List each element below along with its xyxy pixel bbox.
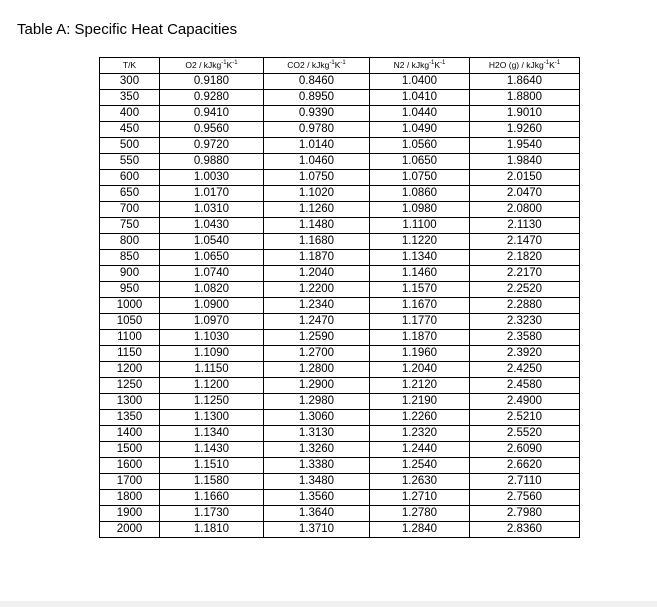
header-temperature: T/K xyxy=(100,58,160,74)
cell-o2: 1.1660 xyxy=(160,490,264,506)
cell-h2o: 2.0150 xyxy=(470,170,580,186)
cell-h2o: 2.4580 xyxy=(470,378,580,394)
cell-temperature: 1600 xyxy=(100,458,160,474)
cell-o2: 1.0310 xyxy=(160,202,264,218)
table-body xyxy=(100,74,580,538)
header-h2o-label: H2O (g) xyxy=(488,60,520,70)
bottom-strip xyxy=(0,601,657,607)
cell-h2o: 2.0470 xyxy=(470,186,580,202)
cell-co2: 1.3640 xyxy=(264,506,370,522)
specific-heat-table xyxy=(99,57,580,538)
header-unit-exp: -1 xyxy=(440,60,446,66)
cell-o2: 1.1340 xyxy=(160,426,264,442)
header-unit-exp: -1 xyxy=(329,60,335,66)
cell-temperature: 450 xyxy=(100,122,160,138)
cell-n2: 1.2840 xyxy=(370,522,470,538)
cell-temperature: 1700 xyxy=(100,474,160,490)
table-row xyxy=(100,330,580,346)
cell-co2: 1.2040 xyxy=(264,266,370,282)
cell-h2o: 2.1470 xyxy=(470,234,580,250)
cell-temperature: 1400 xyxy=(100,426,160,442)
table-row xyxy=(100,426,580,442)
cell-h2o: 1.8640 xyxy=(470,74,580,90)
table-row xyxy=(100,106,580,122)
cell-temperature: 1050 xyxy=(100,314,160,330)
cell-o2: 1.1250 xyxy=(160,394,264,410)
header-unit-k: K xyxy=(334,60,341,70)
cell-h2o: 2.3580 xyxy=(470,330,580,346)
table-row xyxy=(100,298,580,314)
cell-n2: 1.0440 xyxy=(370,106,470,122)
header-unit: / kJkg xyxy=(406,60,430,70)
cell-temperature: 750 xyxy=(100,218,160,234)
cell-o2: 0.9720 xyxy=(160,138,264,154)
cell-n2: 1.2120 xyxy=(370,378,470,394)
cell-temperature: 800 xyxy=(100,234,160,250)
cell-co2: 1.1680 xyxy=(264,234,370,250)
cell-temperature: 1300 xyxy=(100,394,160,410)
cell-n2: 1.1460 xyxy=(370,266,470,282)
header-o2-label: O2 xyxy=(185,60,197,70)
cell-co2: 1.2200 xyxy=(264,282,370,298)
cell-o2: 1.1200 xyxy=(160,378,264,394)
cell-n2: 1.2630 xyxy=(370,474,470,490)
cell-co2: 1.1870 xyxy=(264,250,370,266)
cell-h2o: 1.9260 xyxy=(470,122,580,138)
table-row xyxy=(100,474,580,490)
header-unit-exp: -1 xyxy=(543,60,550,66)
header-unit-exp: -1 xyxy=(340,60,346,66)
cell-temperature: 1000 xyxy=(100,298,160,314)
cell-o2: 1.0900 xyxy=(160,298,264,314)
cell-o2: 1.1300 xyxy=(160,410,264,426)
header-unit: / kJkg xyxy=(307,60,330,70)
table-row xyxy=(100,138,580,154)
cell-n2: 1.1100 xyxy=(370,218,470,234)
header-unit-k: K xyxy=(226,60,233,70)
header-unit-exp: -1 xyxy=(554,60,561,66)
cell-h2o: 2.1130 xyxy=(470,218,580,234)
cell-temperature: 700 xyxy=(100,202,160,218)
cell-o2: 1.1030 xyxy=(160,330,264,346)
cell-o2: 0.9560 xyxy=(160,122,264,138)
cell-n2: 1.0860 xyxy=(370,186,470,202)
cell-co2: 0.9780 xyxy=(264,122,370,138)
cell-h2o: 2.2880 xyxy=(470,298,580,314)
cell-n2: 1.2440 xyxy=(370,442,470,458)
table-row xyxy=(100,362,580,378)
cell-n2: 1.2780 xyxy=(370,506,470,522)
table-row xyxy=(100,314,580,330)
table-row xyxy=(100,90,580,106)
cell-temperature: 1900 xyxy=(100,506,160,522)
cell-o2: 1.0030 xyxy=(160,170,264,186)
cell-n2: 1.0650 xyxy=(370,154,470,170)
cell-n2: 1.1870 xyxy=(370,330,470,346)
cell-co2: 1.2590 xyxy=(264,330,370,346)
cell-n2: 1.0750 xyxy=(370,170,470,186)
cell-o2: 1.0430 xyxy=(160,218,264,234)
cell-co2: 1.2700 xyxy=(264,346,370,362)
cell-n2: 1.1960 xyxy=(370,346,470,362)
table-row xyxy=(100,250,580,266)
header-co2 xyxy=(264,58,370,74)
cell-n2: 1.1340 xyxy=(370,250,470,266)
table-row xyxy=(100,458,580,474)
cell-n2: 1.1770 xyxy=(370,314,470,330)
cell-o2: 1.0820 xyxy=(160,282,264,298)
cell-temperature: 1250 xyxy=(100,378,160,394)
cell-h2o: 1.9010 xyxy=(470,106,580,122)
cell-temperature: 950 xyxy=(100,282,160,298)
cell-o2: 1.0740 xyxy=(160,266,264,282)
cell-temperature: 1150 xyxy=(100,346,160,362)
table-row xyxy=(100,506,580,522)
cell-co2: 0.8460 xyxy=(264,74,370,90)
cell-temperature: 400 xyxy=(100,106,160,122)
cell-temperature: 1200 xyxy=(100,362,160,378)
table-row xyxy=(100,202,580,218)
cell-o2: 0.9410 xyxy=(160,106,264,122)
table-row xyxy=(100,154,580,170)
cell-temperature: 500 xyxy=(100,138,160,154)
cell-temperature: 1100 xyxy=(100,330,160,346)
header-unit-k: K xyxy=(549,60,555,70)
table-row xyxy=(100,74,580,90)
cell-temperature: 350 xyxy=(100,90,160,106)
cell-o2: 1.1430 xyxy=(160,442,264,458)
cell-n2: 1.1220 xyxy=(370,234,470,250)
cell-co2: 1.1020 xyxy=(264,186,370,202)
cell-temperature: 1800 xyxy=(100,490,160,506)
table-row xyxy=(100,442,580,458)
cell-h2o: 2.6620 xyxy=(470,458,580,474)
cell-co2: 1.2470 xyxy=(264,314,370,330)
cell-n2: 1.0410 xyxy=(370,90,470,106)
cell-h2o: 2.2170 xyxy=(470,266,580,282)
header-n2-label: N2 xyxy=(393,60,405,70)
cell-h2o: 2.2520 xyxy=(470,282,580,298)
cell-co2: 1.3380 xyxy=(264,458,370,474)
cell-co2: 1.0750 xyxy=(264,170,370,186)
cell-temperature: 850 xyxy=(100,250,160,266)
cell-n2: 1.0490 xyxy=(370,122,470,138)
cell-o2: 1.1090 xyxy=(160,346,264,362)
cell-temperature: 300 xyxy=(100,74,160,90)
cell-temperature: 900 xyxy=(100,266,160,282)
table-row xyxy=(100,410,580,426)
table-header-row xyxy=(100,58,580,74)
cell-h2o: 2.8360 xyxy=(470,522,580,538)
cell-co2: 1.1480 xyxy=(264,218,370,234)
header-unit-exp: -1 xyxy=(221,60,227,66)
page-title: Table A: Specific Heat Capacities xyxy=(17,21,238,38)
cell-co2: 1.3710 xyxy=(264,522,370,538)
cell-temperature: 600 xyxy=(100,170,160,186)
cell-co2: 0.8950 xyxy=(264,90,370,106)
cell-co2: 1.2340 xyxy=(264,298,370,314)
cell-co2: 1.3260 xyxy=(264,442,370,458)
cell-co2: 1.3060 xyxy=(264,410,370,426)
header-co2-label: CO2 xyxy=(287,60,305,70)
table-row xyxy=(100,266,580,282)
cell-h2o: 2.3230 xyxy=(470,314,580,330)
cell-h2o: 2.4900 xyxy=(470,394,580,410)
cell-n2: 1.2190 xyxy=(370,394,470,410)
cell-n2: 1.2040 xyxy=(370,362,470,378)
cell-o2: 1.1580 xyxy=(160,474,264,490)
table-row xyxy=(100,346,580,362)
table-row xyxy=(100,522,580,538)
cell-temperature: 2000 xyxy=(100,522,160,538)
table-row xyxy=(100,170,580,186)
cell-o2: 1.0540 xyxy=(160,234,264,250)
cell-o2: 1.1510 xyxy=(160,458,264,474)
cell-co2: 1.1260 xyxy=(264,202,370,218)
cell-o2: 1.1730 xyxy=(160,506,264,522)
table-row xyxy=(100,394,580,410)
cell-h2o: 1.9840 xyxy=(470,154,580,170)
cell-n2: 1.0400 xyxy=(370,74,470,90)
cell-o2: 1.1810 xyxy=(160,522,264,538)
cell-o2: 0.9280 xyxy=(160,90,264,106)
cell-co2: 1.3130 xyxy=(264,426,370,442)
cell-h2o: 2.4250 xyxy=(470,362,580,378)
cell-h2o: 1.8800 xyxy=(470,90,580,106)
cell-o2: 0.9880 xyxy=(160,154,264,170)
cell-h2o: 2.3920 xyxy=(470,346,580,362)
cell-n2: 1.2260 xyxy=(370,410,470,426)
cell-h2o: 2.0800 xyxy=(470,202,580,218)
cell-o2: 1.0970 xyxy=(160,314,264,330)
cell-h2o: 2.1820 xyxy=(470,250,580,266)
cell-temperature: 550 xyxy=(100,154,160,170)
table-row xyxy=(100,490,580,506)
cell-co2: 1.2800 xyxy=(264,362,370,378)
header-h2o xyxy=(470,58,580,74)
cell-h2o: 1.9540 xyxy=(470,138,580,154)
cell-h2o: 2.6090 xyxy=(470,442,580,458)
cell-temperature: 650 xyxy=(100,186,160,202)
header-unit-exp: -1 xyxy=(429,60,435,66)
header-n2 xyxy=(370,58,470,74)
table-row xyxy=(100,186,580,202)
cell-h2o: 2.7110 xyxy=(470,474,580,490)
cell-o2: 1.0170 xyxy=(160,186,264,202)
cell-co2: 1.0140 xyxy=(264,138,370,154)
table-row xyxy=(100,218,580,234)
cell-co2: 1.2980 xyxy=(264,394,370,410)
cell-co2: 1.0460 xyxy=(264,154,370,170)
cell-temperature: 1500 xyxy=(100,442,160,458)
cell-n2: 1.1670 xyxy=(370,298,470,314)
cell-h2o: 2.7560 xyxy=(470,490,580,506)
cell-co2: 1.3480 xyxy=(264,474,370,490)
header-unit: / kJkg xyxy=(199,60,222,70)
cell-o2: 0.9180 xyxy=(160,74,264,90)
cell-n2: 1.1570 xyxy=(370,282,470,298)
header-unit-k: K xyxy=(434,60,441,70)
cell-co2: 1.2900 xyxy=(264,378,370,394)
cell-co2: 0.9390 xyxy=(264,106,370,122)
header-unit-exp: -1 xyxy=(232,60,238,66)
cell-h2o: 2.5520 xyxy=(470,426,580,442)
header-unit: / kJkg xyxy=(521,60,544,70)
table-row xyxy=(100,378,580,394)
cell-h2o: 2.5210 xyxy=(470,410,580,426)
cell-n2: 1.0980 xyxy=(370,202,470,218)
header-o2 xyxy=(160,58,264,74)
table-row xyxy=(100,122,580,138)
cell-temperature: 1350 xyxy=(100,410,160,426)
cell-o2: 1.1150 xyxy=(160,362,264,378)
table-row xyxy=(100,282,580,298)
table-row xyxy=(100,234,580,250)
cell-h2o: 2.7980 xyxy=(470,506,580,522)
cell-n2: 1.2540 xyxy=(370,458,470,474)
cell-co2: 1.3560 xyxy=(264,490,370,506)
cell-n2: 1.0560 xyxy=(370,138,470,154)
cell-n2: 1.2320 xyxy=(370,426,470,442)
cell-o2: 1.0650 xyxy=(160,250,264,266)
cell-n2: 1.2710 xyxy=(370,490,470,506)
